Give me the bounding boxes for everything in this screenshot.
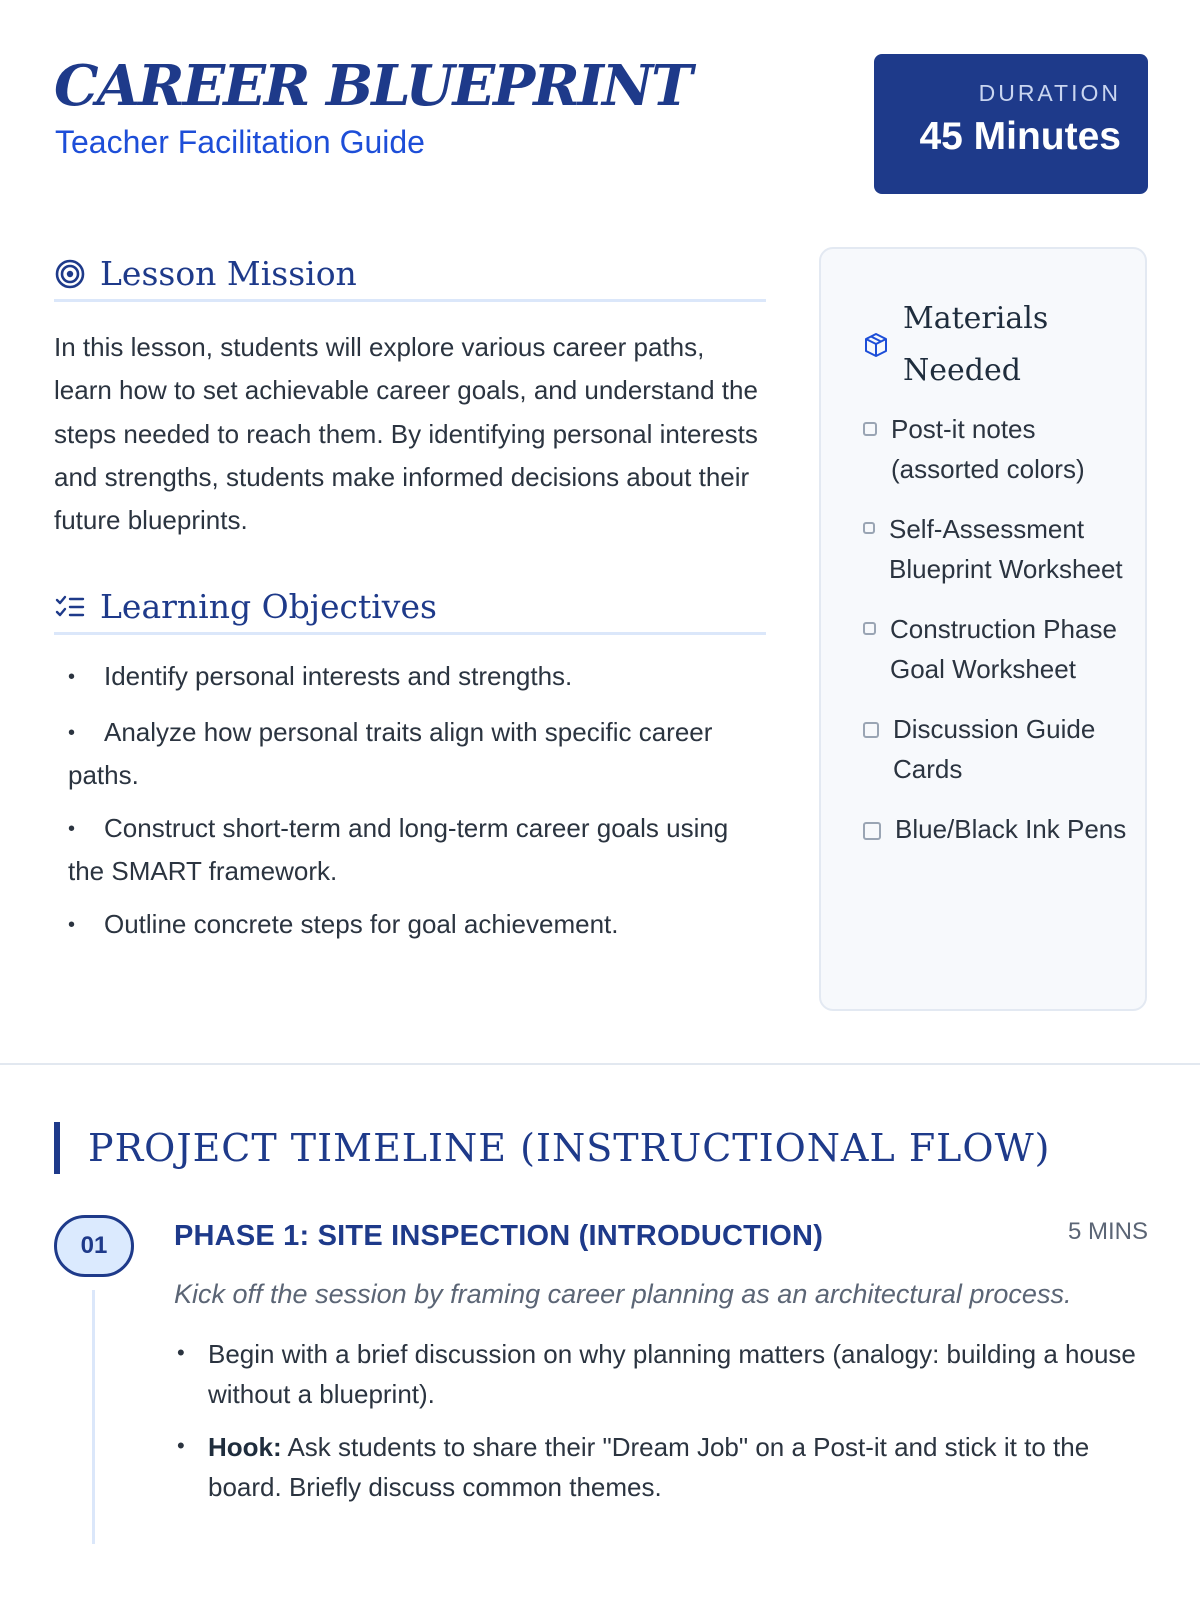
lesson-mission-label: Lesson Mission (100, 254, 357, 293)
materials-label: Materials Needed (903, 301, 1049, 388)
package-icon (863, 332, 889, 358)
duration-value: 45 Minutes (919, 115, 1121, 158)
lesson-mission-text: In this lesson, students will explore various career paths, learn how to set achievable career goals, and understand the steps needed to reach them. By identifying personal interests and strengths, students make informed decisions about their future blueprints. (54, 332, 758, 536)
list-item: Blue/Black Ink Pens (863, 809, 1133, 849)
checkbox-icon (863, 522, 875, 534)
materials-list (863, 409, 1133, 869)
section-divider (0, 1063, 1200, 1065)
duration-badge (874, 54, 1148, 194)
phase-title: PHASE 1: SITE INSPECTION (INTRODUCTION) (174, 1220, 824, 1252)
list-item: Post-it notes (assorted colors) (863, 409, 1133, 489)
phase-steps (174, 1334, 1154, 1520)
timeline-line (92, 1290, 95, 1544)
list-item: •Analyze how personal traits align with specific career paths. (54, 712, 766, 795)
guide-subtitle: Teacher Facilitation Guide (55, 124, 425, 160)
guide-title: CAREER BLUEPRINT (54, 53, 691, 119)
list-item: •Construct short-term and long-term career goals using the SMART framework. (54, 808, 766, 891)
checkbox-icon (863, 822, 881, 840)
phase-duration: 5 MINS (1067, 1218, 1148, 1245)
duration-label: DURATION (978, 80, 1121, 106)
phase-description: Kick off the session by framing career planning as an architectural process. (174, 1279, 1072, 1309)
checklist-icon (54, 591, 86, 623)
list-item: Self-Assessment Blueprint Worksheet (863, 509, 1133, 589)
timeline-heading: PROJECT TIMELINE (INSTRUCTIONAL FLOW) (54, 1122, 1050, 1174)
list-item: • Hook: Ask students to share their "Dream Job" on a Post-it and stick it to the board. Briefly discuss common themes. (174, 1427, 1154, 1507)
list-item: •Outline concrete steps for goal achievement. (54, 904, 766, 947)
materials-card (819, 247, 1147, 1011)
objectives-list (54, 656, 766, 960)
learning-objectives-heading (54, 581, 766, 635)
materials-heading (863, 293, 1103, 397)
checkbox-icon (863, 422, 877, 436)
list-item: Construction Phase Goal Worksheet (863, 609, 1133, 689)
phase-number-badge: 01 (54, 1215, 134, 1277)
target-icon (54, 258, 86, 290)
checkbox-icon (863, 622, 876, 635)
lesson-mission-heading (54, 248, 766, 302)
list-item: •Identify personal interests and strengths. (54, 656, 766, 699)
checkbox-icon (863, 722, 879, 738)
list-item: • Begin with a brief discussion on why planning matters (analogy: building a house without a blueprint). (174, 1334, 1154, 1414)
list-item: Discussion Guide Cards (863, 709, 1133, 789)
learning-objectives-label: Learning Objectives (100, 587, 437, 626)
